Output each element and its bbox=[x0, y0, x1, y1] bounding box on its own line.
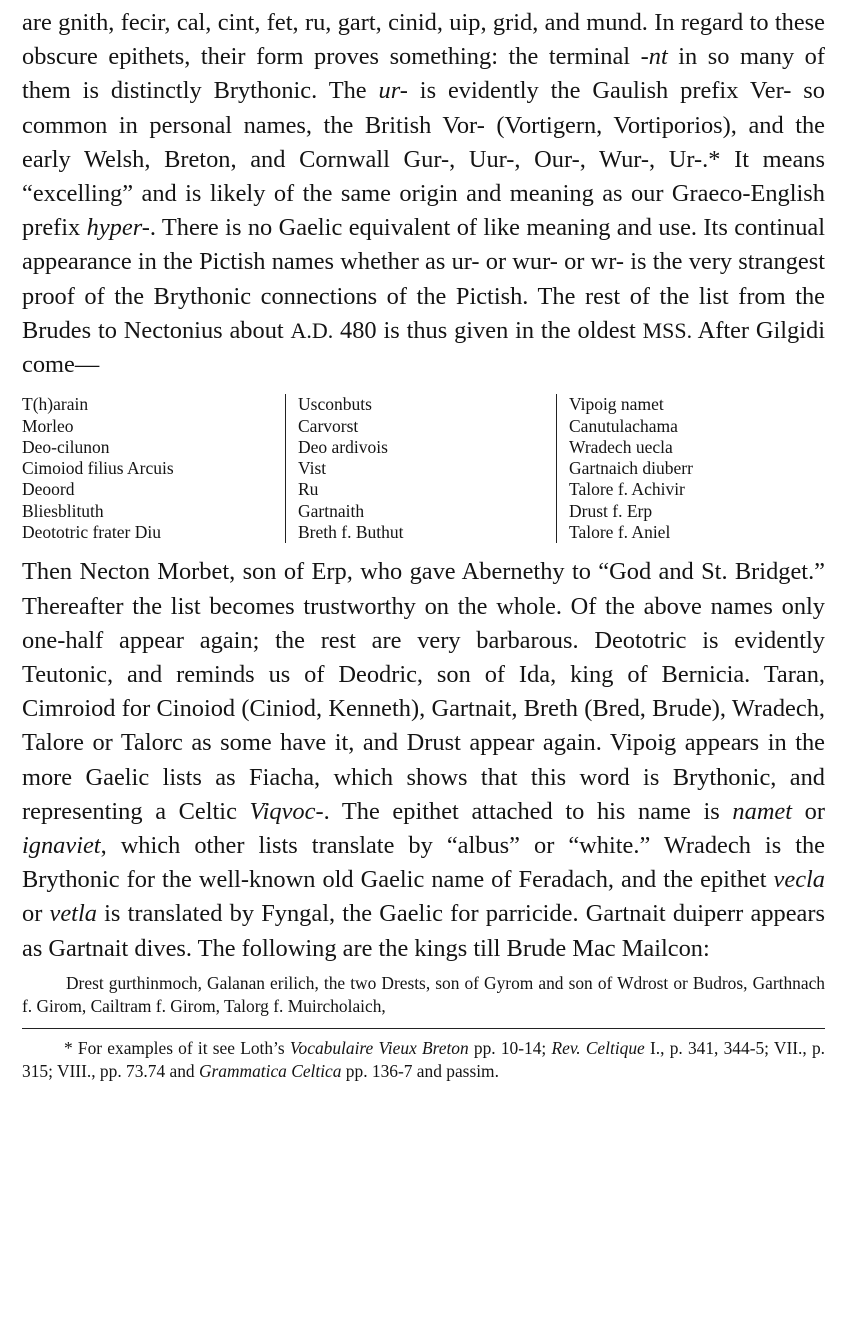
fn-italic-vocabulaire: Vocabulaire Vieux Breton bbox=[289, 1037, 469, 1058]
p2-text-5: or bbox=[792, 797, 825, 825]
book-page bbox=[22, 6, 825, 1083]
name-item: Breth f. Buthut bbox=[298, 522, 404, 543]
paragraph-2 bbox=[22, 555, 825, 965]
p2-italic-vetla: vetla bbox=[49, 900, 97, 928]
name-item: Usconbuts bbox=[298, 394, 372, 415]
kings-list-paragraph: Drest gurthinmoch, Galanan erilich, the two Drests, son of Gyrom and son of Wdrost or Budros, Garthnach f. Girom, Cailtram f. Girom, Talorg f. Muircholaich, bbox=[22, 972, 825, 1016]
names-column-1 bbox=[22, 394, 285, 543]
fn-text-7: pp. 136-7 and passim. bbox=[341, 1060, 499, 1081]
p2-text-9: or bbox=[22, 900, 50, 928]
paragraph-1 bbox=[22, 6, 825, 382]
p2-text-3: . The epithet attached to his name is bbox=[323, 797, 733, 825]
p1-italic-ur: ur- bbox=[378, 77, 408, 105]
name-item: Deototric frater Diu bbox=[22, 522, 161, 543]
p1-italic-nt: -nt bbox=[640, 43, 668, 71]
fn-italic-rev-celtique: Rev. Celtique bbox=[551, 1037, 645, 1058]
name-item: Morleo bbox=[22, 415, 74, 436]
fn-italic-grammatica: Grammatica Celtica bbox=[198, 1060, 342, 1081]
name-item: Drust f. Erp bbox=[569, 500, 653, 521]
p1-text-5: is evidently the Gaulish prefix Ver- so common in personal names, the British Vor- (Vortigern, Vortiporios), and the early Welsh, Breton, and Cornwall Gur-, Uur-, Our-, Wur-, Ur-.* It means “excelling” and is likely of the same origin and meaning as our Graeco-English prefix bbox=[22, 77, 825, 242]
p2-text-11: is translated by Fyngal, the Gaelic for parricide. Gartnait duiperr appears as Gartnait dives. The following are the kings till Brude Mac Mailcon: bbox=[22, 900, 825, 962]
name-item: Carvorst bbox=[298, 415, 359, 436]
name-item: Vipoig namet bbox=[569, 394, 664, 415]
names-column-2 bbox=[285, 394, 556, 543]
name-item: Deo ardivois bbox=[298, 436, 388, 457]
p1-text-7: . There is no Gaelic equivalent of like meaning and use. Its continual appearance in the Pictish names whether as ur- or wur- or wr- is the very strangest proof of the Brythonic connections of the Pictish. The rest of the list from the Brudes to Nectonius about bbox=[22, 214, 825, 344]
name-item: Wradech uecla bbox=[569, 436, 673, 457]
p2-text-1: Then Necton Morbet, son of Erp, who gave Abernethy to “God and St. Bridget.” Thereafter the list becomes trustworthy on the whole. Of the above names only one-half appear again; the rest are very barbarous. Deototric is evidently Teutonic, and reminds us of Deodric, son of Ida, king of Bernicia. Taran, Cimroiod for Cinoiod (Ciniod, Kenneth), Gartnait, Breth (Bred, Brude), Wradech, Talore or Talorc as some have it, and Drust appear again. Vipoig appears in the more Gaelic lists as Fiacha, which shows that this word is Brythonic, and representing a Celtic bbox=[22, 558, 825, 825]
fn-text-1: * For examples of it see Loth’s bbox=[64, 1037, 290, 1058]
p2-italic-viqvoc: Viqvoc- bbox=[249, 797, 324, 825]
footnote bbox=[22, 1037, 825, 1083]
names-column-3 bbox=[556, 394, 825, 543]
p2-italic-ignaviet: ignaviet bbox=[22, 831, 101, 859]
p1-text-3: in so many of them is distinctly Brythonic. The bbox=[22, 43, 825, 105]
name-item: T(h)arain bbox=[22, 394, 89, 415]
name-item: Ru bbox=[298, 479, 319, 500]
name-item: Bliesblituth bbox=[22, 500, 104, 521]
p1-text-9: 480 is thus given in the oldest bbox=[333, 316, 643, 344]
name-item: Gartnaich diuberr bbox=[569, 458, 693, 479]
name-item: Talore f. Achivir bbox=[569, 479, 685, 500]
p1-italic-hyper: hyper- bbox=[86, 214, 150, 242]
p2-italic-namet: namet bbox=[732, 797, 793, 825]
p1-smallcaps-mss: MSS. bbox=[642, 317, 693, 343]
p1-text-1: are gnith, fecir, cal, cint, fet, ru, gart, cinid, uip, grid, and mund. In regard to these obscure epithets, their form proves something: the terminal bbox=[22, 9, 825, 71]
name-item: Deoord bbox=[22, 479, 75, 500]
p2-text-7: , which other lists translate by “albus” or “white.” Wradech is the Brythonic for the well-known old Gaelic name of Feradach, and the epithet bbox=[22, 831, 825, 894]
footnote-divider bbox=[22, 1028, 825, 1029]
name-item: Gartnaith bbox=[298, 500, 365, 521]
name-item: Vist bbox=[298, 458, 327, 479]
name-item: Canutulachama bbox=[569, 415, 678, 436]
p2-italic-vecla: vecla bbox=[773, 866, 825, 894]
p1-text-11: After Gilgidi come— bbox=[22, 316, 825, 379]
name-item: Talore f. Aniel bbox=[569, 522, 671, 543]
name-item: Cimoiod filius Arcuis bbox=[22, 458, 174, 479]
name-item: Deo-cilunon bbox=[22, 436, 110, 457]
p1-smallcaps-ad: A.D. bbox=[290, 317, 334, 343]
king-names-table bbox=[22, 394, 825, 543]
fn-text-5: I., p. 341, 344-5; VII., p. 315; VIII., pp. 73.74 and bbox=[22, 1037, 826, 1081]
fn-text-3: pp. 10-14; bbox=[468, 1037, 552, 1058]
